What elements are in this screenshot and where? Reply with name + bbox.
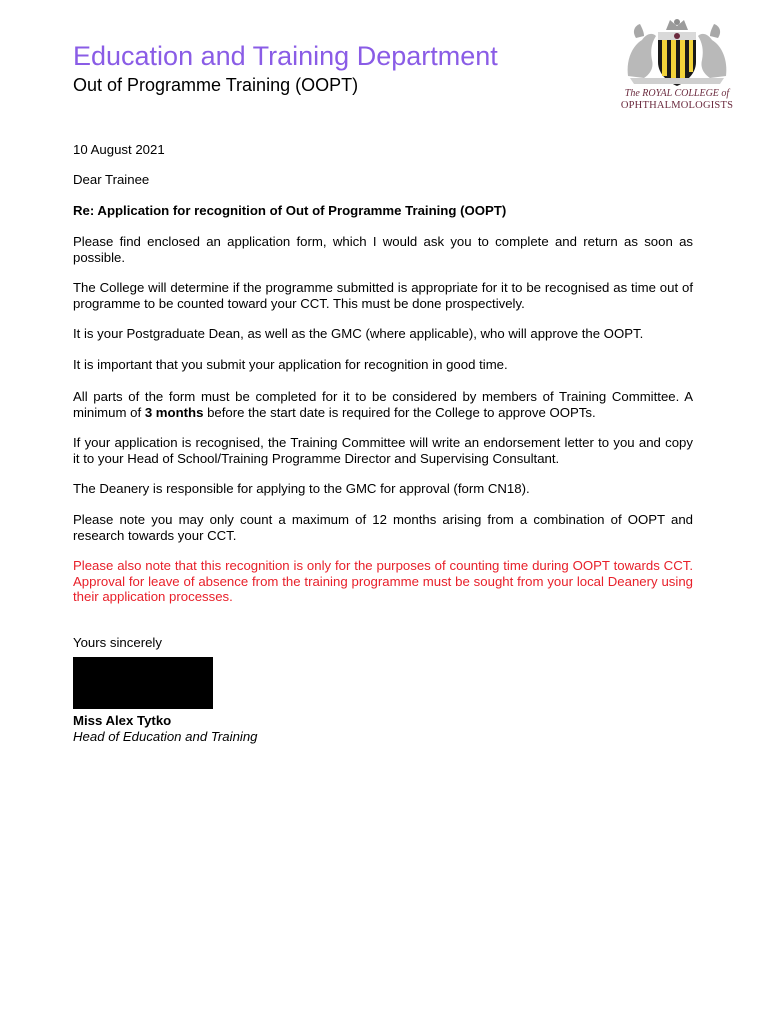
redacted-signature: [73, 657, 213, 709]
paragraph-1: Please find enclosed an application form, which I would ask you to complete and return as soon as possible.: [73, 234, 693, 265]
paragraph-5-start: All parts of the form must be completed for it to be considered by members of Training Committee. A minimum of: [73, 389, 693, 420]
paragraph-8: Please note you may only count a maximum of 12 months arising from a combination of OOPT and research towards your CCT.: [73, 512, 693, 543]
department-subtitle: Out of Programme Training (OOPT): [73, 75, 359, 95]
subject-line: Re: Application for recognition of Out of Programme Training (OOPT): [73, 203, 507, 218]
paragraph-7: The Deanery is responsible for applying to the GMC for approval (form CN18).: [73, 481, 530, 496]
paragraph-2: The College will determine if the programme submitted is appropriate for it to be recognised as time out of programme to be counted toward your CCT. This must be done prospectively.: [73, 280, 693, 311]
signatory-name: Miss Alex Tytko: [73, 713, 172, 728]
letter-date: 10 August 2021: [73, 142, 165, 157]
college-logo: [614, 16, 740, 116]
paragraph-3: It is your Postgraduate Dean, as well as the GMC (where applicable), who will approve the OOPT.: [73, 326, 644, 341]
paragraph-4: It is important that you submit your application for recognition in good time.: [73, 357, 508, 372]
logo-line-1: The ROYAL COLLEGE of: [624, 88, 730, 99]
closing: Yours sincerely: [73, 635, 162, 650]
notice-paragraph: Please also note that this recognition is only for the purposes of counting time during OOPT towards CCT. Approval for leave of absence from the training programme must be sought from your local Deanery using their application processes.: [73, 558, 693, 605]
signatory-role: Head of Education and Training: [73, 729, 258, 744]
paragraph-5: [73, 389, 693, 420]
department-title: Education and Training Department: [73, 41, 498, 71]
paragraph-6: If your application is recognised, the Training Committee will write an endorsement letter to you and copy it to your Head of School/Training Programme Director and Supervising Consultant.: [73, 435, 693, 466]
crest-icon: [622, 16, 732, 88]
minimum-period: 3 months: [144, 404, 204, 420]
logo-wordmark: [614, 88, 740, 112]
salutation: Dear Trainee: [73, 172, 150, 187]
paragraph-5-end: before the start date is required for the College to approve OOPTs.: [203, 404, 596, 420]
logo-line-2: OPHTHALMOLOGISTS: [620, 100, 734, 111]
